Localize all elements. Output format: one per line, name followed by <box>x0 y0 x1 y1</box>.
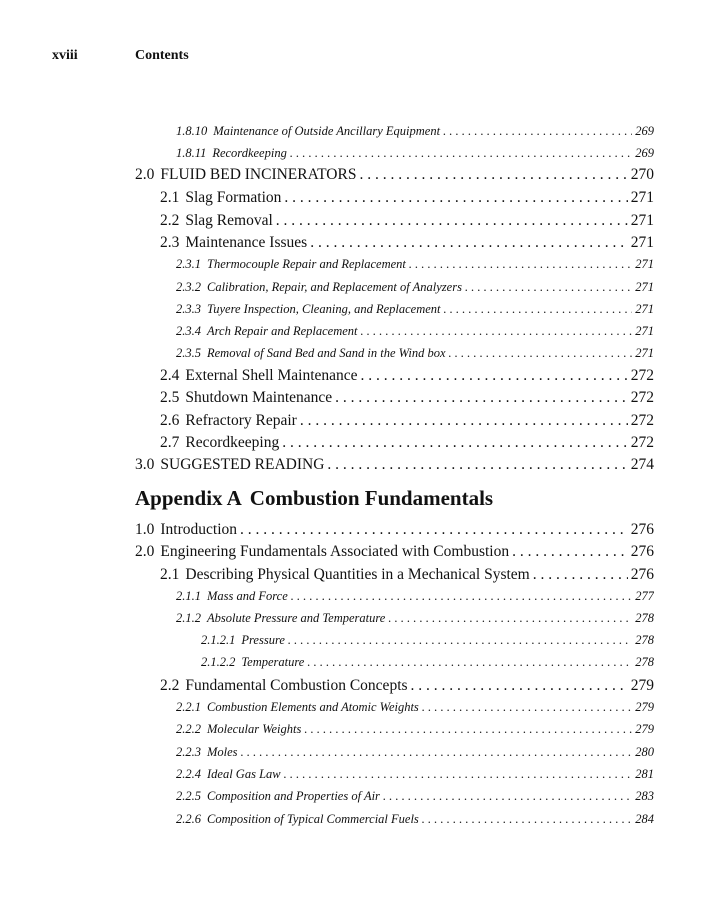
toc-entry-page: 272 <box>630 434 654 451</box>
toc-entry[interactable] <box>176 700 654 715</box>
toc-entry-label <box>176 589 288 604</box>
toc-entry-title: Recordkeeping <box>185 434 280 451</box>
dot-leader <box>300 412 628 430</box>
toc-entry[interactable] <box>160 412 654 430</box>
toc-entry[interactable] <box>135 521 654 539</box>
toc-entry-number: 1.8.10 <box>176 124 208 138</box>
toc-entry-page: 271 <box>630 234 654 251</box>
toc-entry[interactable] <box>201 633 654 648</box>
toc-entry-page: 279 <box>635 700 654 714</box>
toc-entry-number: 2.7 <box>160 434 180 451</box>
toc-entry[interactable] <box>135 543 654 561</box>
dot-leader <box>290 146 632 161</box>
dot-leader <box>359 166 627 184</box>
toc-entry[interactable] <box>176 124 654 139</box>
toc-entry-number: 2.6 <box>160 412 180 429</box>
toc-entry-number: 2.1.1 <box>176 589 201 603</box>
toc-entry[interactable] <box>176 324 654 339</box>
toc-entry[interactable] <box>160 434 654 452</box>
toc-entry-page: 279 <box>635 722 654 736</box>
appendix-number: Appendix A <box>135 486 242 510</box>
dot-leader <box>383 789 632 804</box>
toc-entry-label <box>176 812 419 827</box>
toc-entry-title: Moles <box>207 745 238 759</box>
toc-entry[interactable] <box>176 745 654 760</box>
dot-leader <box>288 633 632 648</box>
toc-entry-label <box>160 189 281 207</box>
toc-entry-label <box>176 745 238 760</box>
toc-entry-title: Shutdown Maintenance <box>185 389 333 406</box>
dot-leader <box>465 280 632 295</box>
toc-entry-page: 278 <box>635 611 654 625</box>
toc-entry-label <box>176 302 441 317</box>
page-number: xviii <box>52 48 78 63</box>
toc-entry-title: Composition and Properties of Air <box>207 789 380 803</box>
toc-entry[interactable] <box>160 189 654 207</box>
toc-entry[interactable] <box>176 767 654 782</box>
toc-entry-page: 279 <box>630 677 654 694</box>
toc-entry-label <box>160 367 358 385</box>
toc-entry-label <box>176 146 287 161</box>
toc-entry-title: Removal of Sand Bed and Sand in the Wind box <box>207 346 446 360</box>
toc-entry[interactable] <box>176 589 654 604</box>
toc-entry-title: Composition of Typical Commercial Fuels <box>207 812 419 826</box>
toc-entry-page: 271 <box>630 189 654 206</box>
toc-entry-number: 2.5 <box>160 389 180 406</box>
toc-entry-label <box>176 700 419 715</box>
toc-entry-title: Mass and Force <box>207 589 288 603</box>
toc-entry-title: Arch Repair and Replacement <box>207 324 358 338</box>
dot-leader <box>335 389 628 407</box>
toc-entry-number: 1.8.11 <box>176 146 207 160</box>
toc-entry-title: Thermocouple Repair and Replacement <box>207 257 406 271</box>
toc-entry-title: Slag Formation <box>185 189 282 206</box>
toc-entry-page: 278 <box>635 633 654 647</box>
toc-entry-title: Temperature <box>241 655 305 669</box>
toc-entry-number: 2.2.5 <box>176 789 201 803</box>
dot-leader <box>361 324 633 339</box>
toc-entry[interactable] <box>176 611 654 626</box>
toc-entry-page: 272 <box>630 412 654 429</box>
toc-entry-page: 271 <box>635 302 654 316</box>
toc-entry-number: 2.1 <box>160 566 180 583</box>
toc-entry-title: Pressure <box>241 633 285 647</box>
toc-entry-page: 271 <box>635 257 654 271</box>
toc-entry-label <box>201 655 304 670</box>
toc-entry-label <box>176 789 380 804</box>
toc-entry-page: 274 <box>630 456 654 473</box>
toc-entry-page: 269 <box>635 124 654 138</box>
toc-entry-page: 270 <box>630 166 654 183</box>
toc-entry-page: 269 <box>635 146 654 160</box>
toc-entry-number: 2.4 <box>160 367 180 384</box>
toc-entry[interactable] <box>176 280 654 295</box>
toc-entry[interactable] <box>135 456 654 474</box>
toc-entry[interactable] <box>160 389 654 407</box>
dot-leader <box>409 257 632 272</box>
toc-entry-label <box>135 543 509 561</box>
dot-leader <box>310 234 628 252</box>
toc-entry[interactable] <box>176 812 654 827</box>
toc-entry-number: 2.0 <box>135 166 155 183</box>
toc-entry-title: Maintenance of Outside Ancillary Equipment <box>213 124 441 138</box>
dot-leader <box>512 543 628 561</box>
dot-leader <box>361 367 628 385</box>
toc-entry[interactable] <box>176 257 654 272</box>
toc-entry-number: 2.3.4 <box>176 324 201 338</box>
toc-entry-title: Tuyere Inspection, Cleaning, and Replacement <box>207 302 441 316</box>
toc-entry-label <box>135 456 324 474</box>
toc-entry-page: 284 <box>635 812 654 826</box>
toc-entry-number: 2.1 <box>160 189 180 206</box>
toc-entry-page: 280 <box>635 745 654 759</box>
toc-entry-page: 272 <box>630 367 654 384</box>
toc-entry-label <box>135 521 237 539</box>
toc-entry-number: 2.2.4 <box>176 767 201 781</box>
toc-entry-number: 2.2 <box>160 212 180 229</box>
dot-leader <box>276 212 628 230</box>
toc-entry-title: Engineering Fundamentals Associated with Combustion <box>160 543 510 560</box>
toc-entry-page: 276 <box>630 521 654 538</box>
toc-entry[interactable] <box>176 146 654 161</box>
toc-entry-page: 271 <box>635 324 654 338</box>
toc-entry-title: Combustion Elements and Atomic Weights <box>207 700 419 714</box>
dot-leader <box>284 189 627 207</box>
toc-entry-page: 271 <box>630 212 654 229</box>
toc-entry-page: 272 <box>630 389 654 406</box>
toc-entry-label <box>160 389 332 407</box>
toc-entry-page: 276 <box>630 543 654 560</box>
dot-leader <box>304 722 632 737</box>
toc-entry-label <box>176 346 446 361</box>
toc-entry-number: 2.1.2.2 <box>201 655 236 669</box>
toc-entry-title: FLUID BED INCINERATORS <box>160 166 357 183</box>
toc-entry-number: 2.3.3 <box>176 302 201 316</box>
toc-entry-page: 276 <box>630 566 654 583</box>
toc-entry[interactable] <box>160 677 654 695</box>
dot-leader <box>449 346 633 361</box>
toc-entry-page: 281 <box>635 767 654 781</box>
toc-entry-title: Ideal Gas Law <box>207 767 281 781</box>
toc-entry[interactable] <box>176 789 654 804</box>
toc-entry[interactable] <box>135 166 654 184</box>
toc-entry-title: Slag Removal <box>185 212 273 229</box>
dot-leader <box>388 611 632 626</box>
dot-leader <box>411 677 628 695</box>
dot-leader <box>444 302 633 317</box>
toc-entry-number: 2.1.2.1 <box>201 633 236 647</box>
appendix-heading[interactable] <box>135 486 493 511</box>
toc-entry-label <box>160 412 297 430</box>
dot-leader <box>443 124 632 139</box>
toc-entry-label <box>176 257 406 272</box>
toc-entry-title: Molecular Weights <box>207 722 302 736</box>
toc-entry-title: Recordkeeping <box>212 146 287 160</box>
toc-entry-number: 2.3.1 <box>176 257 201 271</box>
dot-leader <box>282 434 628 452</box>
toc-entry-page: 271 <box>635 280 654 294</box>
toc-entry-label <box>160 677 408 695</box>
toc-entry-number: 2.0 <box>135 543 155 560</box>
toc-entry-title: Refractory Repair <box>185 412 297 429</box>
toc-entry-number: 2.3.2 <box>176 280 201 294</box>
toc-entry-page: 283 <box>635 789 654 803</box>
toc-entry-number: 2.2.2 <box>176 722 201 736</box>
toc-entry-title: Calibration, Repair, and Replacement of Analyzers <box>207 280 462 294</box>
dot-leader <box>422 812 632 827</box>
toc-entry-label <box>160 434 279 452</box>
toc-entry[interactable] <box>160 212 654 230</box>
toc-entry-number: 2.2 <box>160 677 180 694</box>
toc-entry-title: Absolute Pressure and Temperature <box>207 611 386 625</box>
toc-entry-label <box>160 212 273 230</box>
toc-entry[interactable] <box>160 367 654 385</box>
dot-leader <box>240 521 628 539</box>
toc-entry-label <box>160 566 530 584</box>
dot-leader <box>307 655 632 670</box>
toc-entry-number: 2.3.5 <box>176 346 201 360</box>
running-header-title: Contents <box>135 48 189 63</box>
toc-entry-title: External Shell Maintenance <box>185 367 358 384</box>
toc-entry-number: 2.1.2 <box>176 611 201 625</box>
toc-entry[interactable] <box>176 722 654 737</box>
toc-entry-title: SUGGESTED READING <box>160 456 325 473</box>
toc-entry[interactable] <box>201 655 654 670</box>
dot-leader <box>327 456 627 474</box>
appendix-title: Combustion Fundamentals <box>249 486 494 510</box>
toc-entry-title: Introduction <box>160 521 237 538</box>
toc-entry-label <box>176 280 462 295</box>
toc-entry[interactable] <box>176 346 654 361</box>
dot-leader <box>291 589 632 604</box>
dot-leader <box>241 745 633 760</box>
toc-entry-label <box>135 166 356 184</box>
toc-entry-number: 2.2.6 <box>176 812 201 826</box>
toc-entry-label <box>201 633 285 648</box>
dot-leader <box>284 767 633 782</box>
toc-entry-number: 2.2.1 <box>176 700 201 714</box>
toc-entry-title: Fundamental Combustion Concepts <box>185 677 408 694</box>
toc-entry-title: Maintenance Issues <box>185 234 308 251</box>
dot-leader <box>533 566 628 584</box>
toc-entry[interactable] <box>160 234 654 252</box>
toc-entry-page: 277 <box>635 589 654 603</box>
toc-entry[interactable] <box>160 566 654 584</box>
toc-entry-number: 2.3 <box>160 234 180 251</box>
toc-entry-number: 3.0 <box>135 456 155 473</box>
toc-entry-label <box>160 234 307 252</box>
dot-leader <box>422 700 632 715</box>
toc-entry-label <box>176 767 281 782</box>
toc-entry-page: 278 <box>635 655 654 669</box>
toc-entry-page: 271 <box>635 346 654 360</box>
toc-entry-label <box>176 722 301 737</box>
toc-entry-label <box>176 324 358 339</box>
toc-entry-number: 1.0 <box>135 521 155 538</box>
toc-entry[interactable] <box>176 302 654 317</box>
toc-entry-label <box>176 611 385 626</box>
toc-entry-number: 2.2.3 <box>176 745 201 759</box>
toc-entry-title: Describing Physical Quantities in a Mechanical System <box>185 566 530 583</box>
toc-entry-label <box>176 124 440 139</box>
